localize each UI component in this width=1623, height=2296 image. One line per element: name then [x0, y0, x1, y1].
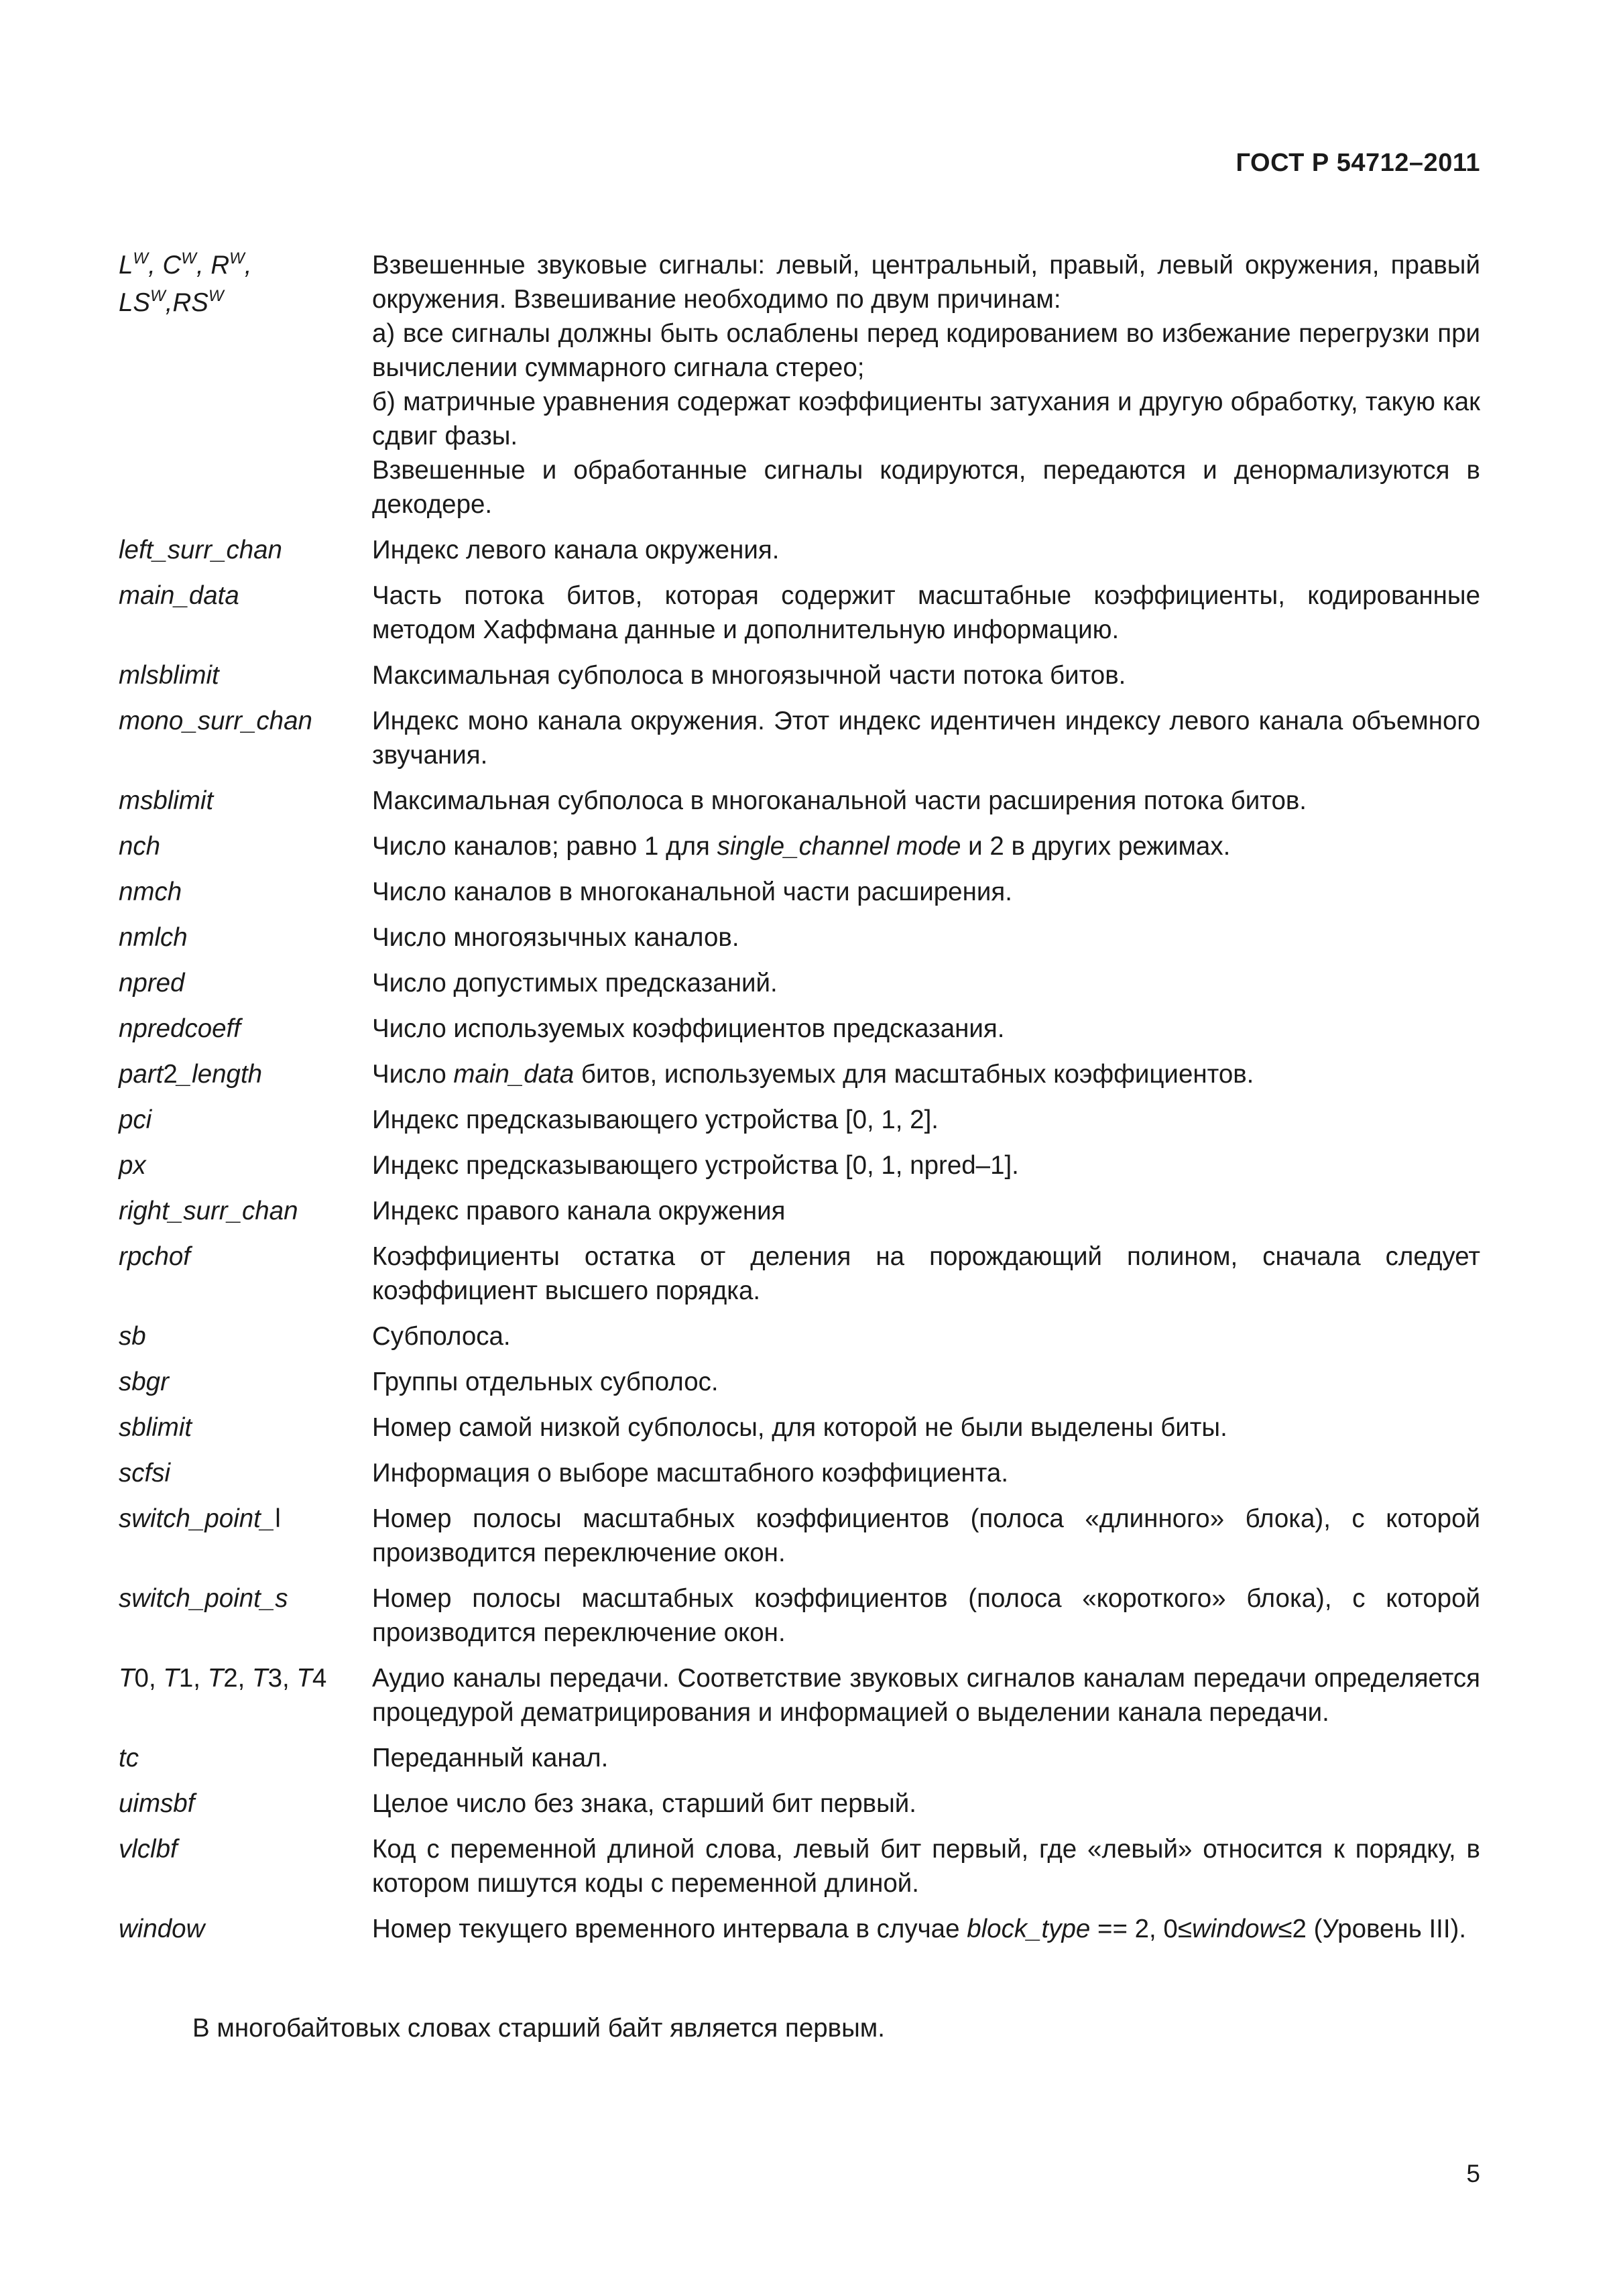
page-number: 5	[1466, 2160, 1480, 2187]
term-sbgr: sbgr	[119, 1368, 169, 1396]
term-px: px	[119, 1151, 146, 1180]
desc-window: Номер текущего временного интервала в случае block_type == 2, 0≤window≤2 (Уровень III).	[372, 1915, 1467, 1943]
desc-switch-point-s: Номер полосы масштабных коэффициентов (полоса «короткого» блока), с которой производится переключение окон.	[372, 1584, 1480, 1647]
desc-sb: Субполоса.	[372, 1322, 511, 1351]
definition-row	[119, 829, 1480, 863]
term-scfsi: scfsi	[119, 1459, 170, 1488]
definition-row	[119, 875, 1480, 909]
document-header: ГОСТ Р 54712–2011	[1236, 149, 1480, 177]
definition-row	[119, 784, 1480, 818]
desc-mono-surr-chan: Индекс моно канала окружения. Этот индекс идентичен индексу левого канала объемного звучания.	[372, 707, 1480, 770]
desc-mlsblimit: Максимальная субполоса в многоязычной части потока битов.	[372, 661, 1126, 690]
term-uimsbf: uimsbf	[119, 1789, 195, 1818]
definition-row	[119, 1057, 1480, 1091]
term-mlsblimit: mlsblimit	[119, 661, 219, 690]
term-switch-point-l: switch_point_l	[119, 1504, 281, 1533]
desc-sbgr: Группы отдельных субполос.	[372, 1368, 719, 1396]
desc-nch: Число каналов; равно 1 для single_channel mode и 2 в других режимах.	[372, 832, 1231, 861]
term-weighted-signals: $L^W$, $C^W$, $R^W$, $LS^W,RS^W$	[119, 249, 252, 317]
definition-row	[119, 1148, 1480, 1183]
term-mono-surr-chan: mono_surr_chan	[119, 707, 312, 735]
desc-paragraph: б) матричные уравнения содержат коэффициенты затухания и другую обработку, такую как сдвиг фазы.	[372, 387, 1480, 450]
desc-pci: Индекс предсказывающего устройства [0, 1, 2].	[372, 1105, 939, 1134]
desc-uimsbf: Целое число без знака, старший бит первый.	[372, 1789, 916, 1818]
term-nmch: nmch	[119, 878, 182, 906]
definition-row	[119, 658, 1480, 692]
definition-row	[119, 579, 1480, 647]
definition-row	[119, 1912, 1480, 1946]
desc-vlclbf: Код с переменной длиной слова, левый бит первый, где «левый» относится к порядку, в котором пишутся коды с переменной длиной.	[372, 1835, 1480, 1898]
desc-scfsi: Информация о выборе масштабного коэффициента.	[372, 1459, 1009, 1488]
definition-row	[119, 1012, 1480, 1046]
term-window: window	[119, 1915, 205, 1943]
closing-note: В многобайтовых словах старший байт является первым.	[192, 2014, 885, 2043]
definitions-list	[119, 248, 1480, 1957]
definition-row	[119, 533, 1480, 567]
term-sblimit: sblimit	[119, 1413, 192, 1442]
term-npredcoeff: npredcoeff	[119, 1014, 241, 1043]
desc-sblimit: Номер самой низкой субполосы, для которой не были выделены биты.	[372, 1413, 1227, 1442]
desc-tc: Переданный канал.	[372, 1744, 609, 1772]
term-transmission-channels: T0, T1, T2, T3, T4	[119, 1664, 327, 1693]
definition-row	[119, 1319, 1480, 1353]
term-pci: pci	[119, 1105, 152, 1134]
term-switch-point-s: switch_point_s	[119, 1584, 288, 1613]
term-msblimit: msblimit	[119, 786, 214, 815]
term-nmlch: nmlch	[119, 923, 188, 952]
desc-px: Индекс предсказывающего устройства [0, 1, npred–1].	[372, 1151, 1019, 1180]
desc-left-surr-chan: Индекс левого канала окружения.	[372, 536, 780, 564]
definition-row	[119, 1787, 1480, 1821]
term-vlclbf: vlclbf	[119, 1835, 178, 1864]
term-part2-length: part2_length	[119, 1060, 263, 1089]
desc-transmission-channels: Аудио каналы передачи. Соответствие звуковых сигналов каналам передачи определяется процедурой дематрицирования и информацией о выделении канала передачи.	[372, 1664, 1480, 1727]
definition-row	[119, 1365, 1480, 1399]
term-left-surr-chan: left_surr_chan	[119, 536, 282, 564]
definition-row	[119, 704, 1480, 772]
definition-row	[119, 1832, 1480, 1900]
term-rpchof: rpchof	[119, 1242, 191, 1271]
desc-npred: Число допустимых предсказаний.	[372, 969, 778, 998]
definition-row	[119, 1410, 1480, 1445]
definition-row	[119, 920, 1480, 955]
desc-msblimit: Максимальная субполоса в многоканальной части расширения потока битов.	[372, 786, 1307, 815]
definition-row	[119, 1581, 1480, 1650]
term-nch: nch	[119, 832, 161, 861]
desc-switch-point-l: Номер полосы масштабных коэффициентов (полоса «длинного» блока), с которой производится переключение окон.	[372, 1504, 1480, 1567]
desc-main-data: Часть потока битов, которая содержит масштабные коэффициенты, кодированные методом Хаффмана данные и дополнительную информацию.	[372, 581, 1480, 644]
desc-part2-length: Число main_data битов, используемых для масштабных коэффициентов.	[372, 1060, 1254, 1089]
desc-paragraph: Взвешенные и обработанные сигналы кодируются, передаются и денормализуются в декодере.	[372, 456, 1480, 519]
desc-weighted-signals	[372, 248, 1480, 522]
definition-row	[119, 1240, 1480, 1308]
definition-row	[119, 966, 1480, 1000]
definition-row	[119, 1741, 1480, 1775]
definition-row	[119, 1456, 1480, 1490]
desc-nmch: Число каналов в многоканальной части расширения.	[372, 878, 1012, 906]
definition-row	[119, 1502, 1480, 1570]
definition-row-weighted-signals	[119, 248, 1480, 522]
desc-rpchof: Коэффициенты остатка от деления на порождающий полином, сначала следует коэффициент высшего порядка.	[372, 1242, 1480, 1305]
term-right-surr-chan: right_surr_chan	[119, 1197, 298, 1225]
desc-npredcoeff: Число используемых коэффициентов предсказания.	[372, 1014, 1005, 1043]
desc-right-surr-chan: Индекс правого канала окружения	[372, 1197, 786, 1225]
term-npred: npred	[119, 969, 185, 998]
definition-row	[119, 1194, 1480, 1228]
desc-paragraph: а) все сигналы должны быть ослаблены перед кодированием во избежание перегрузки при вычислении суммарного сигнала стерео;	[372, 319, 1480, 382]
term-main-data: main_data	[119, 581, 239, 610]
term-tc: tc	[119, 1744, 139, 1772]
term-sb: sb	[119, 1322, 146, 1351]
desc-paragraph: Взвешенные звуковые сигналы: левый, центральный, правый, левый окружения, правый окружения. Взвешивание необходимо по двум причинам:	[372, 251, 1480, 314]
definition-row	[119, 1661, 1480, 1730]
definition-row	[119, 1103, 1480, 1137]
desc-nmlch: Число многоязычных каналов.	[372, 923, 739, 952]
